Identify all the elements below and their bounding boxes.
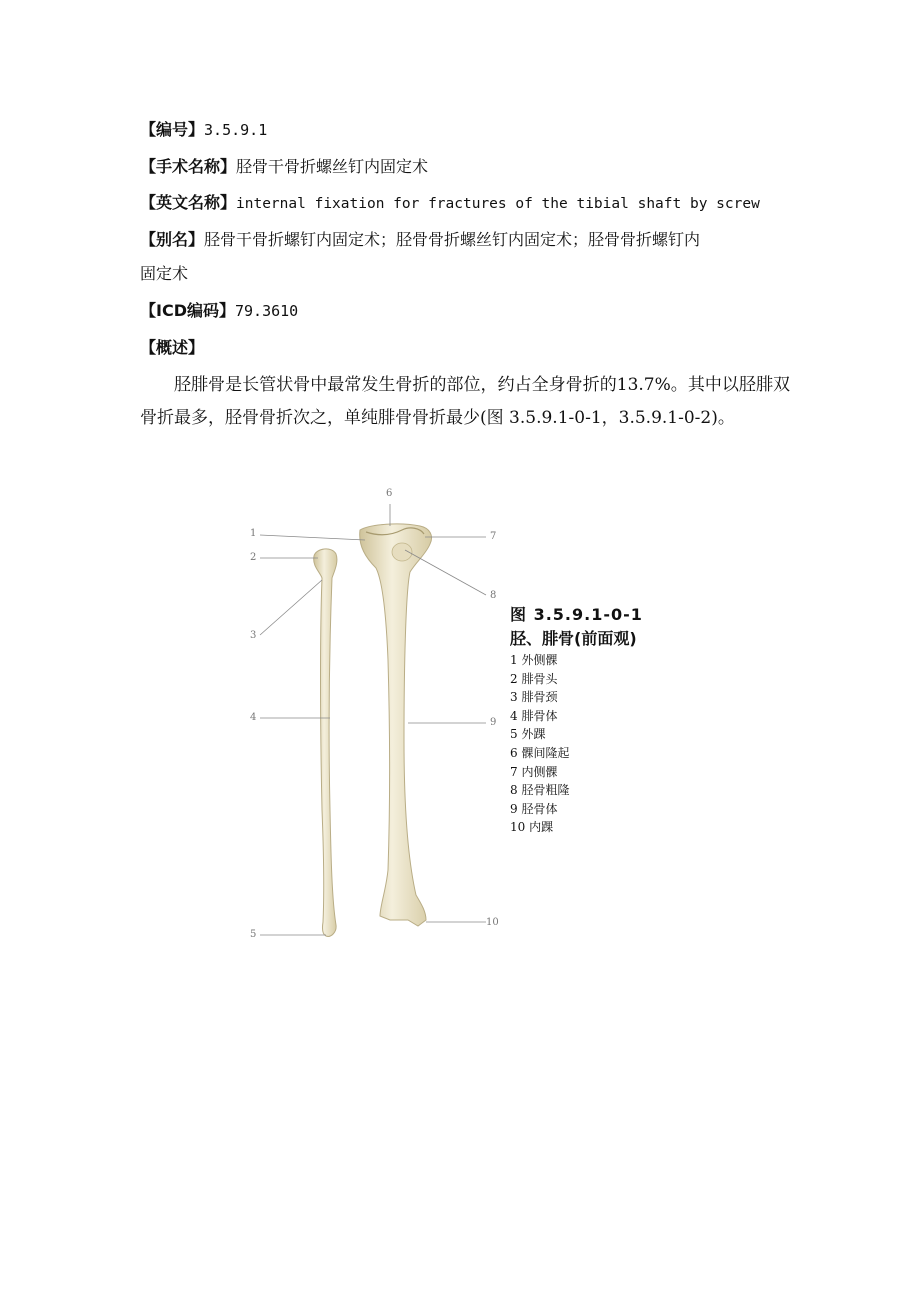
legend-item: 2 腓骨头 — [510, 671, 558, 686]
code-value: 3.5.9.1 — [204, 121, 268, 139]
legend-item: 7 内侧髁 — [510, 764, 558, 779]
figure-number: 图 3.5.9.1-0-1 — [510, 605, 643, 624]
callout-2: 2 — [250, 552, 257, 563]
code-label: 【编号】 — [140, 120, 205, 139]
alias-value: 胫骨干骨折螺钉内固定术；胫骨骨折螺丝钉内固定术；胫骨骨折螺钉内 — [204, 230, 701, 249]
legend-item: 6 髁间隆起 — [510, 745, 570, 760]
english-name-line — [140, 193, 760, 214]
legend-item: 9 胫骨体 — [510, 801, 558, 816]
icd-label: 【ICD编码】 — [140, 301, 235, 320]
alias-value-continued: 固定术 — [140, 264, 189, 283]
tibia-bone — [360, 524, 432, 926]
name-label: 【手术名称】 — [140, 157, 237, 176]
legend-item: 1 外侧髁 — [510, 653, 558, 667]
callout-6: 6 — [386, 488, 393, 499]
alias-line — [140, 230, 700, 250]
overview-paragraph: 胫腓骨是长管状骨中最常发生骨折的部位，约占全身骨折的13.7%。其中以胫腓双骨折最多，胫骨骨折次之，单纯腓骨骨折最少(图 3.5.9.1-0-1，3.5.9.1-0-2)。 — [140, 375, 790, 428]
name-line — [140, 157, 428, 177]
name-value: 胫骨干骨折螺丝钉内固定术 — [236, 157, 429, 176]
icd-line — [140, 301, 298, 321]
callout-8: 8 — [490, 590, 497, 601]
alias-label: 【别名】 — [140, 230, 205, 249]
callout-1: 1 — [250, 528, 257, 539]
legend-item: 8 胫骨粗隆 — [510, 783, 570, 798]
callout-9: 9 — [490, 717, 497, 728]
code-line — [140, 120, 267, 140]
callout-3: 3 — [250, 630, 257, 641]
callout-4: 4 — [250, 712, 257, 723]
legend-item: 4 腓骨体 — [510, 708, 558, 723]
legend-item: 3 腓骨颈 — [510, 690, 558, 705]
callout-7: 7 — [490, 531, 497, 542]
overview-heading-line — [140, 338, 204, 358]
figure-legend — [510, 651, 643, 837]
icd-value: 79.3610 — [234, 302, 299, 320]
callout-10: 10 — [486, 917, 499, 928]
overview-heading: 【概述】 — [140, 338, 205, 357]
figure-title: 胫、腓骨(前面观) — [510, 629, 637, 648]
alias-line-continued — [140, 264, 188, 284]
callout-5: 5 — [250, 929, 257, 940]
fibula-bone — [314, 549, 337, 936]
legend-item: 10 内踝 — [510, 820, 554, 835]
legend-item: 5 外踝 — [510, 727, 546, 742]
overview-paragraph-block — [140, 369, 790, 435]
figure-caption — [510, 602, 643, 837]
english-name-label: 【英文名称】 — [140, 193, 237, 212]
english-name-value: internal fixation for fractures of the tibial shaft by screw — [236, 196, 760, 212]
